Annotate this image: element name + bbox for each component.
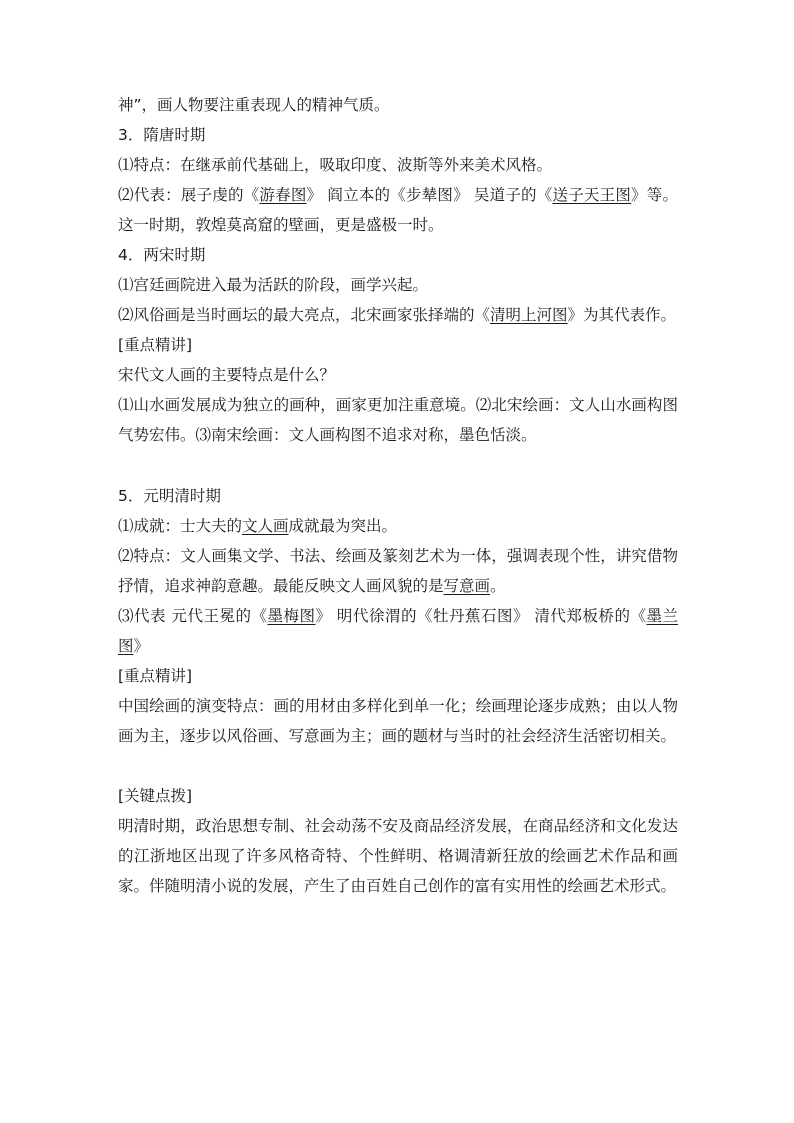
paragraph-spacer: [118, 450, 678, 481]
heading-yuan-ming-qing: [118, 481, 678, 511]
text-run: 3．隋唐时期: [118, 126, 206, 144]
text-run: 》等。这一时期，敦煌莫高窟的壁画，更是盛极一时。: [118, 186, 678, 234]
heading-song: [118, 240, 678, 270]
text-run: ⑵风俗画是当时画坛的最大亮点，北宋画家张择端的《: [118, 306, 491, 324]
underlined-term: 清明上河图: [490, 306, 568, 324]
sui-tang-features: [118, 150, 678, 180]
text-run: 》为其代表作。: [567, 306, 677, 324]
text-run: 》: [133, 637, 150, 655]
text-run: ⑶代表 元代王冕的《: [118, 607, 268, 625]
ymq-features: [118, 541, 678, 601]
evolution-features: [118, 691, 678, 751]
text-run: ⑴特点：在继承前代基础上，吸取印度、波斯等外来美术风格。: [118, 156, 553, 174]
text-run: 4．两宋时期: [118, 246, 206, 264]
text-run: 成就最为突出。: [288, 517, 398, 535]
song-genre-painting: [118, 300, 678, 330]
underlined-term: 墨梅图: [267, 607, 316, 625]
song-court-academy: [118, 270, 678, 300]
text-run: 明清时期，政治思想专制、社会动荡不安及商品经济发展，在商品经济和文化发达的江浙地区出现了许多风格奇特、个性鲜明、格调清新狂放的绘画艺术作品和画家。伴随明清小说的发展，产生了由百姓自己创作的富有实用性的绘画艺术形式。: [118, 817, 678, 895]
text-run: 中国绘画的演变特点：画的用材由多样化到单一化；绘画理论逐步成熟；由以人物画为主，逐步以风俗画、写意画为主；画的题材与当时的社会经济生活密切相关。: [118, 697, 678, 745]
underlined-term: 送子天王图: [552, 186, 632, 204]
text-run: [关键点拨]: [118, 787, 193, 805]
heading-sui-tang: [118, 120, 678, 150]
song-literati-answer: [118, 390, 678, 450]
ymq-achievement: [118, 511, 678, 541]
ymq-representatives: [118, 601, 678, 661]
text-run: 神”，画人物要注重表现人的精神气质。: [118, 96, 390, 114]
text-run: [重点精讲]: [118, 336, 193, 354]
text-run: ⑴山水画发展成为独立的画种，画家更加注重意境。⑵北宋绘画：文人山水画构图气势宏伟。⑶南宋绘画：文人画构图不追求对称，墨色恬淡。: [118, 396, 678, 444]
text-run: ⑵代表：展子虔的《: [118, 186, 260, 204]
underlined-term: 游春图: [259, 186, 307, 204]
paragraph-spacer: [118, 751, 678, 781]
song-literati-question: [118, 360, 678, 390]
text-run: ⑴宫廷画院进入最为活跃的阶段，画学兴起。: [118, 276, 429, 294]
underlined-term: 墨兰图: [118, 607, 678, 655]
sui-tang-representatives: [118, 180, 678, 240]
tang-spirit-continuation: [118, 90, 678, 120]
text-run: ⑵特点：文人画集文学、书法、绘画及篆刻艺术为一体，强调表现个性，讲究借物抒情，追求神韵意趣。最能反映文人画风貌的是: [118, 547, 678, 595]
underlined-term: 写意画: [443, 577, 491, 595]
ming-qing-summary: [118, 811, 678, 901]
text-run: 5．元明清时期: [118, 487, 221, 505]
document-page: [118, 90, 678, 901]
text-run: ⑴成就：士大夫的: [118, 517, 243, 535]
text-run: 》 阎立本的《步辇图》 吴道子的《: [306, 186, 553, 204]
key-point-label: [118, 781, 678, 811]
key-note-label-1: [118, 330, 678, 360]
key-note-label-2: [118, 661, 678, 691]
text-run: 宋代文人画的主要特点是什么？: [118, 366, 336, 384]
text-run: 。: [490, 577, 506, 595]
text-run: 》 明代徐渭的《牡丹蕉石图》 清代郑板桥的《: [315, 607, 647, 625]
underlined-term: 文人画: [242, 517, 289, 535]
text-run: [重点精讲]: [118, 667, 193, 685]
